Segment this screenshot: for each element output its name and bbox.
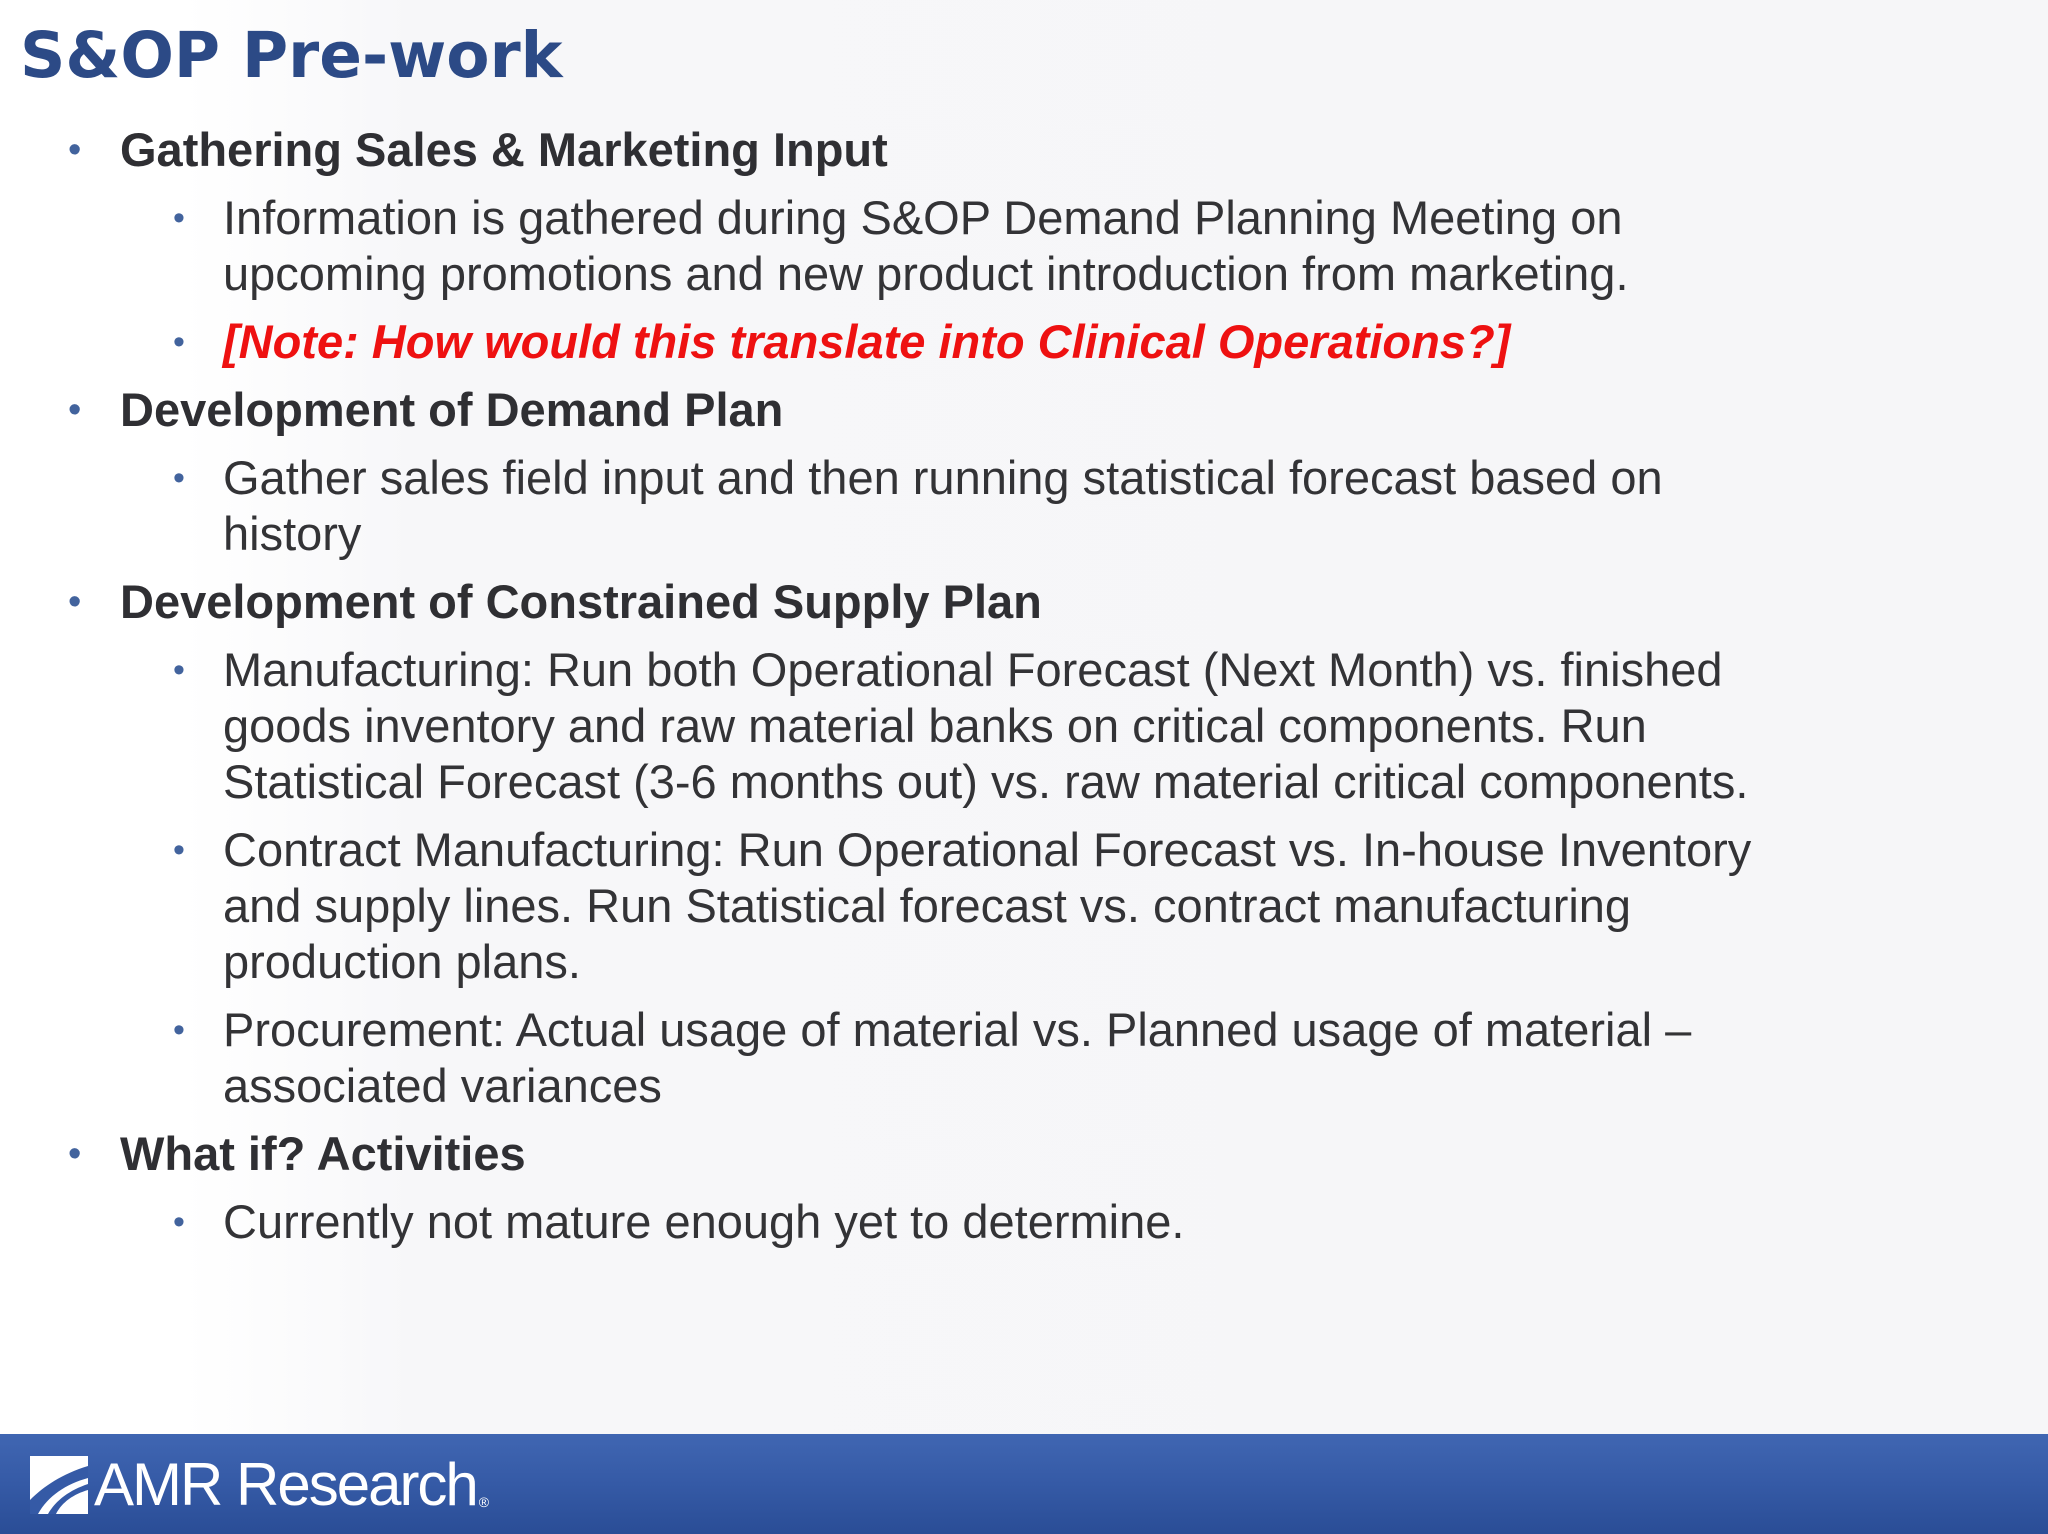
bullet-icon: • bbox=[68, 129, 82, 171]
section-heading: Development of Constrained Supply Plan bbox=[120, 575, 1042, 628]
list-item-text: Procurement: Actual usage of material vs. Planned usage of material – associated variances bbox=[223, 1003, 1692, 1112]
note-text: [Note: How would this translate into Clinical Operations?] bbox=[223, 315, 1511, 368]
logo-text: AMR Research bbox=[94, 1451, 477, 1518]
bullet-icon: • bbox=[173, 459, 185, 497]
sub-bullet-list bbox=[0, 1194, 1880, 1262]
registered-mark-icon: ® bbox=[478, 1494, 490, 1510]
section-heading: Gathering Sales & Marketing Input bbox=[120, 123, 888, 176]
section-gathering-input bbox=[0, 122, 1880, 382]
list-item bbox=[0, 1194, 1783, 1262]
bullet-icon: • bbox=[173, 1203, 185, 1241]
list-item bbox=[0, 190, 1783, 314]
bullet-icon: • bbox=[173, 1011, 185, 1049]
section-heading: What if? Activities bbox=[120, 1127, 526, 1180]
section-demand-plan bbox=[0, 382, 1880, 574]
sub-bullet-list bbox=[0, 190, 1880, 382]
bullet-list bbox=[0, 122, 1880, 1262]
list-item-text: Gather sales field input and then running statistical forecast based on history bbox=[223, 451, 1663, 560]
list-item-text: Information is gathered during S&OP Demand Planning Meeting on upcoming promotions and new product introduction from marketing. bbox=[223, 191, 1629, 300]
list-item-text: Contract Manufacturing: Run Operational Forecast vs. In-house Inventory and supply lines. Run Statistical forecast vs. contract manufacturing production plans. bbox=[223, 823, 1752, 988]
list-item bbox=[0, 822, 1783, 1002]
bullet-icon: • bbox=[68, 1133, 82, 1175]
sub-bullet-list bbox=[0, 450, 1880, 574]
section-heading: Development of Demand Plan bbox=[120, 383, 784, 436]
list-item-text: Currently not mature enough yet to determine. bbox=[223, 1195, 1185, 1248]
list-item-text: Manufacturing: Run both Operational Forecast (Next Month) vs. finished goods inventory and raw material banks on critical components. Run Statistical Forecast (3-6 months out) vs. raw material critical components. bbox=[223, 643, 1749, 808]
list-item bbox=[0, 450, 1783, 574]
bullet-icon: • bbox=[173, 199, 185, 237]
slide-content bbox=[0, 122, 1880, 1262]
note-item bbox=[0, 314, 1783, 382]
bullet-icon: • bbox=[173, 323, 185, 361]
slide-title: S&OP Pre-work bbox=[20, 19, 563, 92]
amr-logo bbox=[30, 1450, 489, 1520]
section-what-if bbox=[0, 1126, 1880, 1262]
bullet-icon: • bbox=[173, 651, 185, 689]
bullet-icon: • bbox=[173, 831, 185, 869]
bullet-icon: • bbox=[68, 581, 82, 623]
bullet-icon: • bbox=[68, 389, 82, 431]
sub-bullet-list bbox=[0, 642, 1880, 1126]
footer-bar bbox=[0, 1434, 2048, 1534]
list-item bbox=[0, 1002, 1783, 1126]
section-supply-plan bbox=[0, 574, 1880, 1126]
amr-logo-icon bbox=[30, 1456, 88, 1514]
list-item bbox=[0, 642, 1783, 822]
